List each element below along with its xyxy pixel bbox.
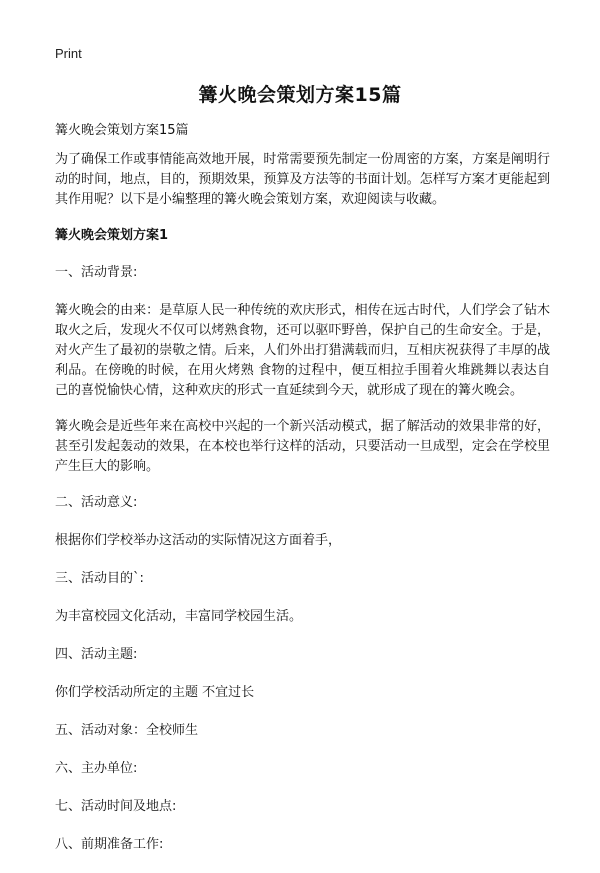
background-heading: 一、活动背景: [55, 265, 138, 280]
purpose-heading: 三、活动目的`: [55, 571, 144, 586]
print-link[interactable]: Print [55, 46, 82, 61]
preparation-heading: 八、前期准备工作: [55, 837, 164, 852]
theme-text: 你们学校活动所定的主题 不宜过长 [55, 685, 255, 700]
document-subtitle: 篝火晚会策划方案15篇 [55, 123, 189, 138]
section-heading: 篝火晚会策划方案1 [55, 228, 169, 243]
time-place-heading: 七、活动时间及地点: [55, 799, 177, 814]
meaning-heading: 二、活动意义: [55, 495, 138, 510]
purpose-text: 为丰富校园文化活动，丰富同学校园生活。 [55, 609, 303, 624]
target-heading: 五、活动对象：全校师生 [55, 723, 199, 738]
document-body [55, 121, 550, 873]
theme-heading: 四、活动主题: [55, 647, 138, 662]
organizer-heading: 六、主办单位: [55, 761, 138, 776]
background-paragraph-2: 篝火晚会是近些年来在高校中兴起的一个新兴活动模式，据了解活动的效果非常的好，甚至引发起轰动的效果，在本校也举行这样的活动，只要活动一旦成型，定会在学校里产生巨大的影响。 [55, 419, 550, 474]
page-title: 篝火晚会策划方案15篇 [198, 84, 402, 106]
intro-paragraph: 为了确保工作或事情能高效地开展，时常需要预先制定一份周密的方案，方案是阐明行动的时间，地点，目的，预期效果，预算及方法等的书面计划。怎样写方案才更能起到其作用呢？以下是小编整理的篝火晚会策划方案，欢迎阅读与收藏。 [55, 152, 550, 207]
meaning-text: 根据你们学校举办这活动的实际情况这方面着手， [55, 533, 342, 548]
background-paragraph-1: 篝火晚会的由来：是草原人民一种传统的欢庆形式，相传在远古时代，人们学会了钻木取火之后，发现火不仅可以烤熟食物，还可以驱吓野兽，保护自己的生命安全。于是，对火产生了最初的崇敬之情。后来，人们外出打猎满载而归，互相庆祝获得了丰厚的战利品。在傍晚的时候，在用火烤熟 食物的过程中，便互相拉手围着火堆跳舞以表达自己的喜悦愉快心情，这种欢庆的形式一直延续到今天，就形成了现在的篝火晚会。 [55, 303, 550, 398]
